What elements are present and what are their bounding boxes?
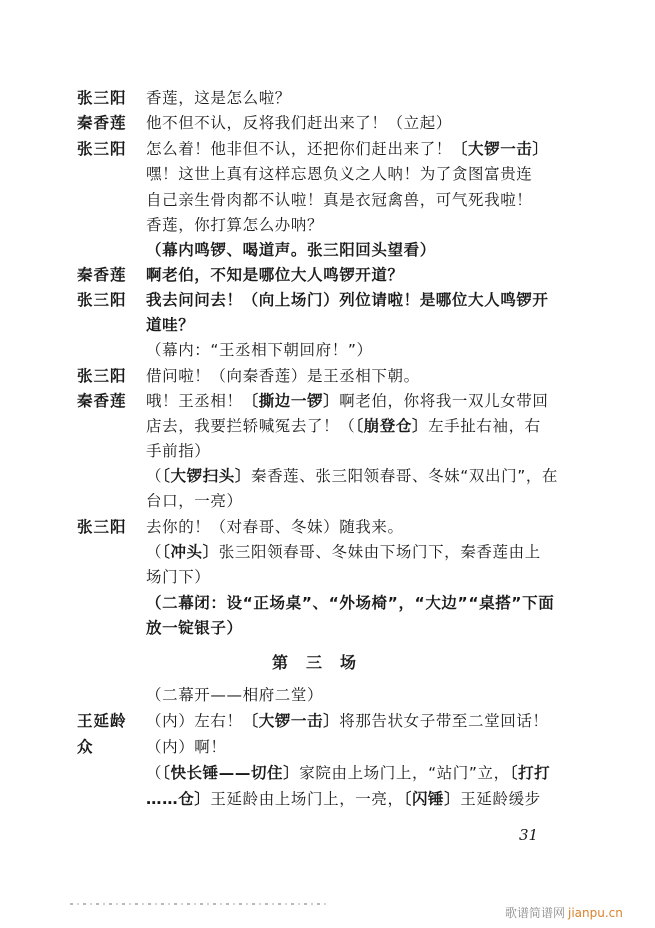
dialogue-line [146, 113, 452, 133]
dialogue-text: 啊老伯，你将我一双儿女带回 [339, 392, 549, 410]
dialogue-line [146, 340, 373, 360]
watermark-url: jianpu.cn [568, 906, 623, 920]
scene-title: 第三场 [272, 653, 375, 672]
dialogue-text: 香莲，这是怎么啦？ [146, 89, 291, 107]
stage-cue: 〔打打 [509, 764, 551, 782]
dialogue-line [146, 164, 532, 184]
stage-cue: 〔大锣扫头〕 [162, 467, 251, 485]
dialogue-text: （内）啊！ [146, 738, 227, 756]
watermark [505, 904, 623, 921]
dialogue-line [146, 88, 291, 108]
dialogue-line [146, 685, 323, 705]
stage-cue: 我去问问去！（向上场门）列位请啦！是哪位大人鸣锣开 [146, 291, 549, 309]
dialogue-text: （内）左右！ [146, 712, 243, 730]
dialogue-line [146, 290, 549, 310]
dialogue-text: 将那告状女子带至二堂回话！ [339, 712, 549, 730]
dialogue-line [146, 618, 243, 638]
scan-artifact [70, 903, 326, 905]
stage-cue: 〔大锣一击〕 [451, 140, 549, 158]
speaker-name: 王延龄 [77, 712, 127, 730]
dialogue-line [146, 366, 420, 386]
dialogue-text: 家院由上场门上，“站门”立， [299, 764, 510, 782]
dialogue-text: 怎么着！他非但不认，还把你们赶出来了！ [146, 140, 452, 158]
dialogue-line [146, 466, 558, 486]
speaker-name: 张三阳 [77, 89, 127, 107]
stage-cue: 〔撕边一锣〕 [242, 392, 340, 410]
dialogue-text: （二幕开——相府二堂） [146, 686, 324, 704]
dialogue-text: 嘿！这世上真有这样忘恩负义之人呐！为了贪图富贵连 [146, 165, 533, 183]
dialogue-line [146, 190, 532, 210]
dialogue-line [146, 416, 541, 436]
dialogue-text: 张三阳领春哥、冬妹由下场门下，秦香莲由上 [218, 543, 541, 561]
dialogue-line [146, 315, 194, 335]
dialogue-text: （ [146, 467, 163, 485]
dialogue-text: 左手扯右袖，右 [428, 417, 541, 435]
stage-cue: 〔闪锤〕 [403, 790, 461, 808]
dialogue-line [146, 491, 243, 511]
dialogue-line [146, 789, 541, 809]
dialogue-text: 他不但不认，反将我们赶出来了！（立起） [146, 114, 452, 132]
dialogue-line [146, 567, 210, 587]
stage-cue: 道哇？ [146, 316, 195, 334]
dialogue-text: 去你的！（对春哥、冬妹）随我来。 [146, 518, 404, 536]
dialogue-line [146, 215, 323, 235]
dialogue-text: 秦香莲、张三阳领春哥、冬妹“双出门”，在 [250, 467, 559, 485]
speaker-name: 张三阳 [77, 291, 127, 309]
speaker-name: 秦香莲 [77, 266, 127, 284]
stage-cue: 〔快长锤——切住〕 [162, 764, 300, 782]
dialogue-text: 手前指） [146, 442, 211, 460]
dialogue-line [146, 391, 549, 411]
speaker-name: 张三阳 [77, 140, 127, 158]
dialogue-text: 场门下） [146, 568, 211, 586]
dialogue-line [146, 763, 550, 783]
dialogue-line [146, 441, 210, 461]
dialogue-line [146, 139, 549, 159]
dialogue-text: 王延龄由上场门上，一亮， [210, 790, 404, 808]
dialogue-text: 台口，一亮） [146, 492, 243, 510]
dialogue-line [146, 542, 541, 562]
dialogue-line [146, 265, 404, 285]
dialogue-line [146, 593, 554, 613]
dialogue-line [146, 240, 436, 260]
stage-cue: ……仓〕 [146, 790, 211, 808]
speaker-name: 众 [77, 738, 94, 756]
speaker-name: 秦香莲 [77, 114, 127, 132]
speaker-name: 张三阳 [77, 518, 127, 536]
dialogue-text: （幕内：“王丞相下朝回府！”） [146, 341, 373, 359]
stage-cue: 〔冲头〕 [162, 543, 219, 561]
stage-cue: （二幕闭：设“正场桌”、“外场椅”，“大边”“桌搭”下面 [146, 594, 555, 612]
stage-cue: 〔崩登仓〕 [355, 417, 429, 435]
dialogue-text: 店去，我要拦轿喊冤去了！（ [146, 417, 356, 435]
stage-cue: （幕内鸣锣、喝道声。张三阳回头望看） [146, 241, 436, 259]
dialogue-text: （ [146, 543, 163, 561]
dialogue-text: （ [146, 764, 163, 782]
watermark-site-name: 歌谱简谱网 [505, 906, 566, 920]
dialogue-line [146, 517, 404, 537]
speaker-name: 张三阳 [77, 367, 127, 385]
stage-cue: 放一锭银子） [146, 619, 243, 637]
speaker-name: 秦香莲 [77, 392, 127, 410]
dialogue-text: 王延龄缓步 [460, 790, 541, 808]
dialogue-text: 香莲，你打算怎么办呐？ [146, 216, 324, 234]
dialogue-text: 自己亲生骨肉都不认啦！真是衣冠禽兽，可气死我啦！ [146, 191, 533, 209]
dialogue-line [146, 737, 227, 757]
stage-cue: 啊老伯，不知是哪位大人鸣锣开道？ [146, 266, 404, 284]
page-number: 31 [519, 826, 539, 844]
dialogue-line [146, 711, 549, 731]
dialogue-text: 借问啦！（向秦香莲）是王丞相下朝。 [146, 367, 420, 385]
dialogue-text: 哦！王丞相！ [146, 392, 243, 410]
stage-cue: 〔大锣一击〕 [242, 712, 340, 730]
